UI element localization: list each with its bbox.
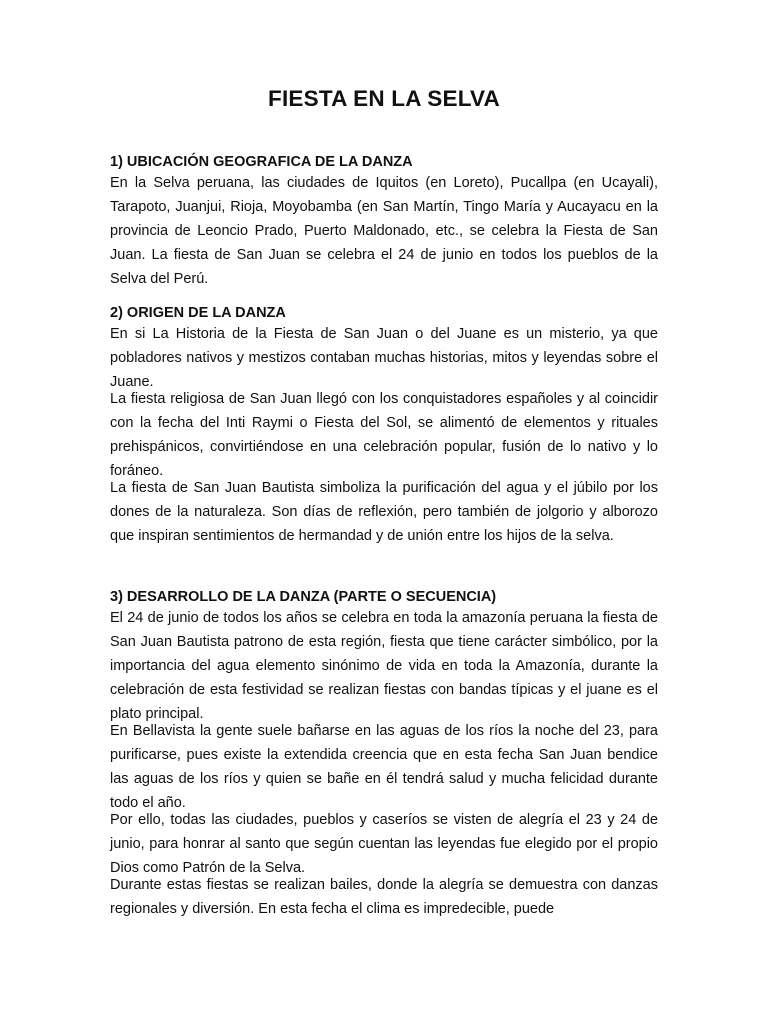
section-origen (110, 304, 658, 548)
paragraph: Por ello, todas las ciudades, pueblos y caseríos se visten de alegría el 23 y 24 de junio, para honrar al santo que según cuentan las leyendas fue elegido por el propio Dios como Patrón de la Selva. (110, 812, 658, 876)
paragraph: El 24 de junio de todos los años se celebra en toda la amazonía peruana la fiesta de San Juan Bautista patrono de esta región, fiesta que tiene carácter simbólico, por la importancia del agua elemento sinónimo de vida en toda la Amazonía, durante la celebración de esta festividad se realizan fiestas con bandas típicas y el juane es el plato principal. (110, 610, 658, 722)
paragraph: En la Selva peruana, las ciudades de Iquitos (en Loreto), Pucallpa (en Ucayali), Tarapoto, Juanjui, Rioja, Moyobamba (en San Martín, Tingo María y Aucayacu en la provincia de Leoncio Prado, Puerto Maldonado, etc., se celebra la Fiesta de San Juan. La fiesta de San Juan se celebra el 24 de junio en todos los pueblos de la Selva del Perú. (110, 175, 658, 287)
section-heading: 3) DESARROLLO DE LA DANZA (PARTE O SECUENCIA) (110, 589, 497, 605)
section-heading: 2) ORIGEN DE LA DANZA (110, 305, 286, 321)
section-heading: 1) UBICACIÓN GEOGRAFICA DE LA DANZA (110, 154, 413, 170)
document-title: FIESTA EN LA SELVA (268, 86, 500, 111)
paragraph: La fiesta religiosa de San Juan llegó con los conquistadores españoles y al coincidir con la fecha del Inti Raymi o Fiesta del Sol, se alimentó de elementos y rituales prehispánicos, convirtiéndose en una celebración popular, fusión de lo nativo y lo foráneo. (110, 391, 658, 479)
paragraph: Durante estas fiestas se realizan bailes, donde la alegría se demuestra con danzas regionales y diversión. En esta fecha el clima es impredecible, puede (110, 877, 658, 917)
paragraph: En si La Historia de la Fiesta de San Juan o del Juane es un misterio, ya que pobladores nativos y mestizos contaban muchas historias, mitos y leyendas sobre el Juane. (110, 326, 658, 390)
section-ubicacion (110, 153, 658, 291)
section-desarrollo (110, 588, 658, 921)
paragraph: En Bellavista la gente suele bañarse en las aguas de los ríos la noche del 23, para purificarse, pues existe la extendida creencia que en esta fecha San Juan bendice las aguas de los ríos y quien se bañe en él tendrá salud y mucha felicidad durante todo el año. (110, 723, 658, 811)
paragraph: La fiesta de San Juan Bautista simboliza la purificación del agua y el júbilo por los dones de la naturaleza. Son días de reflexión, pero también de jolgorio y alborozo que inspiran sentimientos de hermandad y de unión entre los hijos de la selva. (110, 480, 658, 544)
